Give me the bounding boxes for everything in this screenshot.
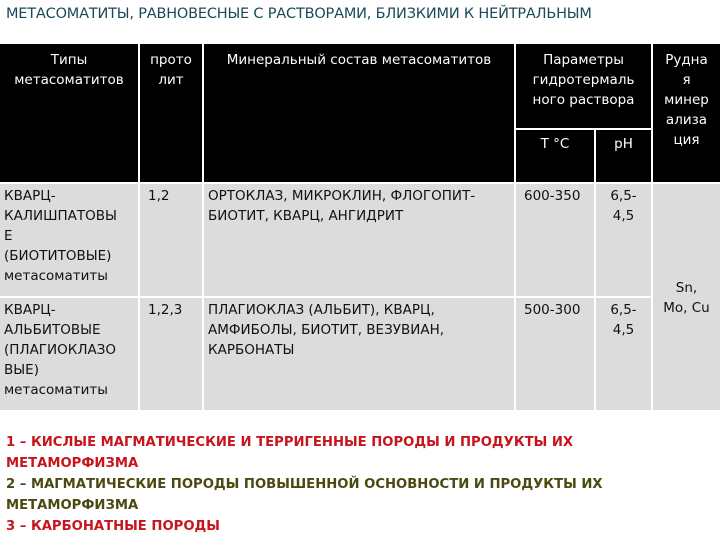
header-mineral-line: Минеральный состав метасоматитов [226,52,492,68]
cell-line: Sn, [675,280,698,296]
table-row-2-protolith: 1,2,3 [140,298,202,410]
cell-line: ПЛАГИОКЛАЗ (АЛЬБИТ), КВАРЦ, [208,302,435,318]
header-params-line: ного раствора [532,92,635,108]
cell-line: (ПЛАГИОКЛАЗО [4,342,117,358]
header-types-line: Типы [50,52,88,68]
table-row-2-ph [596,298,651,410]
header-mineral [204,44,514,182]
cell-line: ОРТОКЛАЗ, МИКРОКЛИН, ФЛОГОПИТ- [208,188,476,204]
cell-line: ВЫЕ) [4,362,39,378]
cell-line: 4,5 [612,322,635,338]
table-row-1-temp: 600-350 [516,184,594,296]
header-ore-line: Рудна [665,52,708,68]
table-row-1-type [0,184,138,296]
footnote-3-line: 3 – КАРБОНАТНЫЕ ПОРОДЫ [6,519,220,534]
cell-line: КВАРЦ- [4,188,56,204]
header-ore [653,44,720,182]
cell-line: 4,5 [612,208,635,224]
header-ph: pH [596,130,651,182]
cell-line: КВАРЦ- [4,302,56,318]
cell-line: (БИОТИТОВЫЕ) [4,248,112,264]
footnote-1-line: 1 – КИСЛЫЕ МАГМАТИЧЕСКИЕ И ТЕРРИГЕННЫЕ ПОРОДЫ И ПРОДУКТЫ ИХ [6,435,574,450]
cell-line: КАЛИШПАТОВЫ [4,208,117,224]
table-row-2-mineral [204,298,514,410]
cell-line: БИОТИТ, КВАРЦ, АНГИДРИТ [208,208,404,224]
header-types-line: метасоматитов [14,72,124,88]
cell-line: метасоматиты [4,382,108,398]
cell-line: 6,5- [610,188,637,204]
table-row-2-temp: 500-300 [516,298,594,410]
cell-line: АЛЬБИТОВЫЕ [4,322,101,338]
cell-line: Е [4,228,13,244]
header-ore-line: ция [673,132,700,148]
page-title: МЕТАСОМАТИТЫ, РАВНОВЕСНЫЕ С РАСТВОРАМИ, БЛИЗКИМИ К НЕЙТРАЛЬНЫМ [6,6,592,22]
header-protolith-line: лит [158,72,184,88]
table-ore-value [653,184,720,410]
footnote-2-line: 2 – МАГМАТИЧЕСКИЕ ПОРОДЫ ПОВЫШЕННОЙ ОСНОВНОСТИ И ПРОДУКТЫ ИХ [6,477,603,492]
header-params-line: гидротермаль [532,72,635,88]
table-row-1-protolith: 1,2 [140,184,202,296]
header-temp: Т °С [516,130,594,182]
header-params-line: Параметры [543,52,624,68]
cell-line: 6,5- [610,302,637,318]
footnote-1-line: МЕТАМОРФИЗМА [6,456,139,471]
header-protolith-line: прото [150,52,192,68]
table-row-2-type [0,298,138,410]
table-row-1-mineral [204,184,514,296]
footnote-2-line: МЕТАМОРФИЗМА [6,498,139,513]
cell-line: АМФИБОЛЫ, БИОТИТ, ВЕЗУВИАН, [208,322,445,338]
cell-line: Mo, Cu [663,300,710,316]
table-row-1-ph [596,184,651,296]
cell-line: метасоматиты [4,268,108,284]
header-ore-line: я [682,72,691,88]
header-protolith [140,44,202,182]
header-ore-line: минер [664,92,709,108]
cell-line: КАРБОНАТЫ [208,342,295,358]
header-params [516,44,651,128]
footnotes [6,432,706,537]
header-types [0,44,138,182]
header-ore-line: ализа [665,112,708,128]
